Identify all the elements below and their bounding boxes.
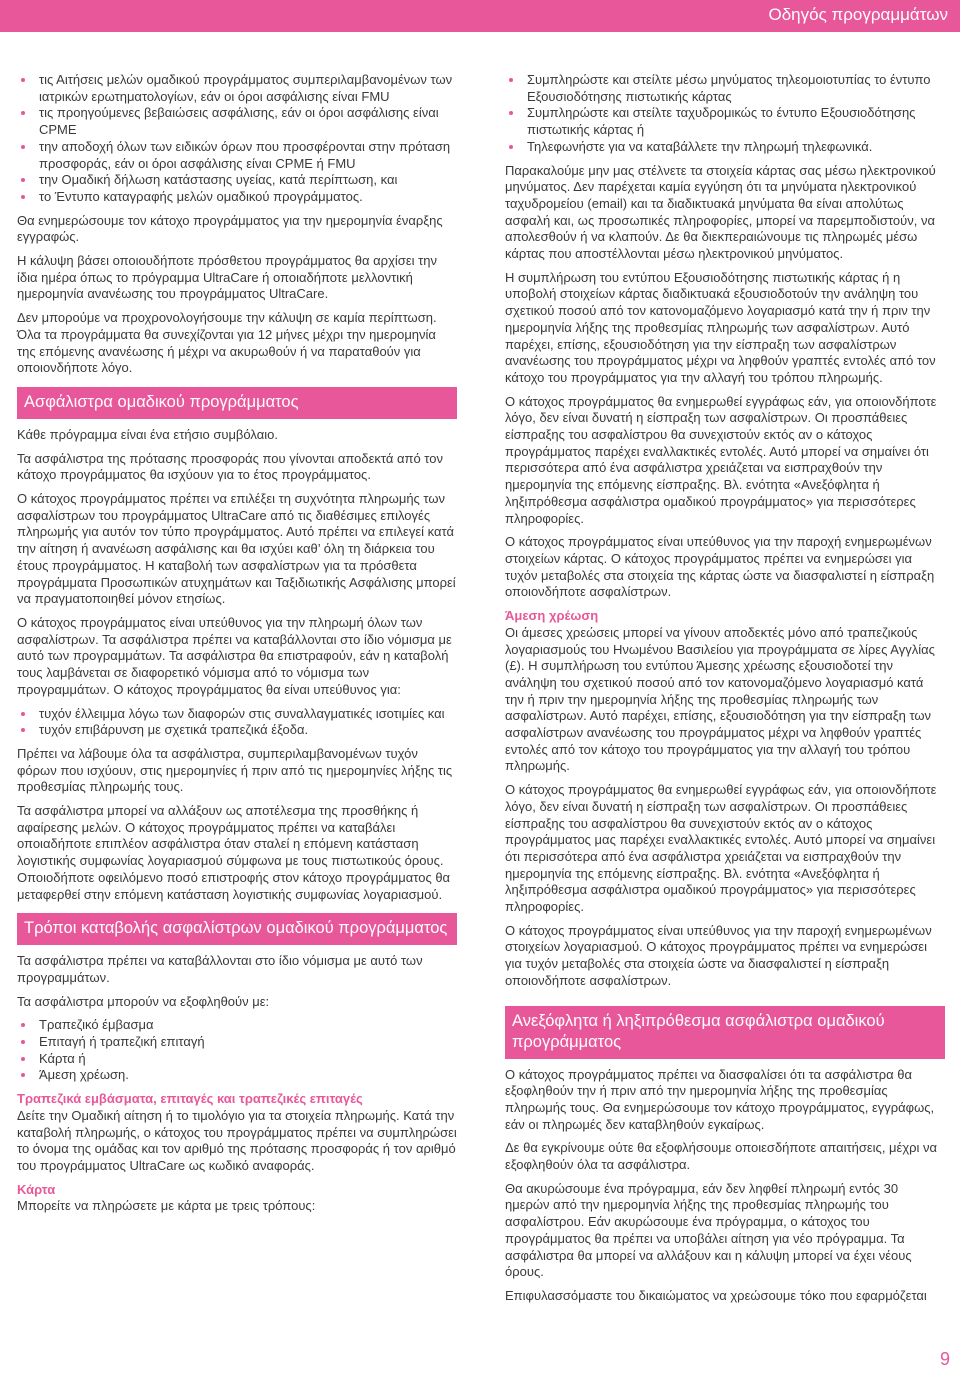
paragraph: Παρακαλούμε μην μας στέλνετε τα στοιχεία κάρτας σας μέσω ηλεκτρονικού μηνύματος. Δεν παρέχεται καμία εγγύηση ότι τα μηνύματα ηλεκτρονικού ταχυδρομείου (email) και τα διαδικτυακά μηνύματα θα είναι απολύτως ασφαλή και, ως προσωπικές πληροφορίες, μπορεί να παρεμποδιστούν, να απολεσθούν ή να κλαπούν. Δε θα διεκπεραιώνουμε τις πληρωμές μέσω κάρτας που αποστέλλονται μέσω ηλεκτρονικού μηνύματος. — [505, 162, 936, 262]
list-item: το Έντυπο καταγραφής μελών ομαδικού προγράμματος. — [17, 189, 457, 206]
list-item: Τηλεφωνήστε για να καταβάλλετε την πληρωμή τηλεφωνικά. — [505, 139, 945, 156]
section-heading-premiums: Ασφάλιστρα ομαδικού προγράμματος — [17, 387, 457, 419]
list-item: Συμπληρώστε και στείλτε μέσω μηνύματος τηλεομοιοτυπίας το έντυπο Εξουσιοδότησης πιστωτικής κάρτας — [505, 72, 945, 105]
paragraph: Μπορείτε να πληρώσετε με κάρτα με τρεις τρόπους: — [17, 1198, 316, 1214]
list-item: τυχόν επιβάρυνση με σχετικά τραπεζικά έξοδα. — [17, 722, 457, 739]
paragraph: Ο κάτοχος προγράμματος θα ενημερωθεί εγγράφως εάν, για οποιονδήποτε λόγο, δεν είναι δυνατή η είσπραξη των ασφαλίστρων. Οι προσπάθειες είσπραξης του ασφαλίστρου θα συνεχιστούν εκτός αν ο κάτοχος προγράμματος μας παρέχει εναλλακτικές εντολές. Αυτό μπορεί να σημαίνει ότι περισσότερα από ένα ασφάλιστρα χρειάζεται να εισπραχθούν την ημερομηνία της επόμενης είσπραξης. Βλ. ενότητα «Ανεξόφλητα ή ληξιπρόθεσμα ασφάλιστρα ομαδικού προγράμματος» για περισσότερες πληροφορίες. — [505, 782, 937, 915]
responsibility-bullet-list — [17, 706, 457, 739]
list-item: Άμεση χρέωση. — [17, 1067, 457, 1084]
paragraph: Τα ασφάλιστρα της πρότασης προσφοράς που γίνονται αποδεκτά από τον κάτοχο προγράμματος θα ισχύουν για το έτος προγράμματος. — [17, 450, 443, 483]
list-item: τις Αιτήσεις μελών ομαδικού προγράμματος συμπεριλαμβανομένων των ιατρικών ερωτηματολογίων, εάν οι όροι ασφάλισης είναι FMU — [17, 72, 457, 105]
page-number: 9 — [939, 1349, 950, 1369]
paragraph: Ο κάτοχος προγράμματος είναι υπεύθυνος για την παροχή ενημερωμένων στοιχείων λογαριασμού. Ο κάτοχος προγράμματος πρέπει να ενημερώσει για τυχόν μεταβολές στα στοιχεία ώστε να διασφαλιστεί η είσπραξη οποιονδήποτε ασφαλίστρων. — [505, 922, 932, 988]
paragraph: Δε θα εγκρίνουμε ούτε θα εξοφλήσουμε οποιεσδήποτε απαιτήσεις, μέχρι να εξοφληθούν όλα τα ασφάλιστρα. — [505, 1140, 938, 1173]
list-item: Κάρτα ή — [17, 1051, 457, 1068]
subheading-card: Κάρτα — [17, 1181, 56, 1197]
paragraph: Τα ασφάλιστρα μπορούν να εξοφληθούν με: — [17, 993, 270, 1009]
card-methods-list — [505, 72, 945, 156]
paragraph: Η κάλυψη βάσει οποιουδήποτε πρόσθετου προγράμματος θα αρχίσει την ίδια ημέρα όπως το πρόγραμμα UltraCare ή οποιαδήποτε μελλοντική ημερομηνία ανανέωσης του προγράμματος UltraCare. — [17, 253, 437, 302]
paragraph: Κάθε πρόγραμμα είναι ένα ετήσιο συμβόλαιο. — [17, 426, 278, 442]
list-item: τις προηγούμενες βεβαιώσεις ασφάλισης, εάν οι όροι ασφάλισης είναι CPME — [17, 105, 457, 138]
list-item: Συμπληρώστε και στείλτε ταχυδρομικώς το έντυπο Εξουσιοδότησης πιστωτικής κάρτας ή — [505, 105, 945, 138]
subheading-bank-transfers: Τραπεζικά εμβάσματα, επιταγές και τραπεζικές επιταγές — [17, 1091, 363, 1107]
paragraph: Οι άμεσες χρεώσεις μπορεί να γίνουν αποδεκτές μόνο από τραπεζικούς λογαριασμούς του Ηνωμένου Βασιλείου για προγράμματα σε λίρες Αγγλίας (£). Η συμπλήρωση του εντύπου Άμεσης χρέωσης εξουσιοδοτεί την ανάληψη του σχετικού ποσού από τον κατονομαζόμενο λογαριασμό κατά την ή πριν την ημερομηνία λήξης της προθεσμίας πληρωμής των ασφαλίστρων. Αυτό παρέχει, επίσης, εξουσιοδότηση για την είσπραξη των ασφαλίστρων ανανέωσης του προγράμματος μέχρι να ληφθούν γραπτές εντολές από τον κάτοχο του προγράμματος για την αλλαγή του τρόπου πληρωμής. — [505, 624, 935, 774]
section-heading-payment-methods: Τρόποι καταβολής ασφαλίστρων ομαδικού προγράμματος — [17, 913, 457, 945]
right-column — [505, 72, 945, 1312]
payment-method-list — [17, 1017, 457, 1084]
list-item: την Ομαδική δήλωση κατάστασης υγείας, κατά περίπτωση, και — [17, 172, 457, 189]
guide-title: Οδηγός προγραμμάτων — [768, 5, 948, 24]
paragraph: Ο κάτοχος προγράμματος θα ενημερωθεί εγγράφως εάν, για οποιονδήποτε λόγο, δεν είναι δυνατή η είσπραξη των ασφαλίστρων. Οι προσπάθειες είσπραξης του ασφαλίστρου θα συνεχιστούν εκτός αν ο κάτοχος προγράμματος παρέχει εναλλακτικές εντολές. Αυτό μπορεί να σημαίνει ότι περισσότερα από ένα ασφάλιστρα χρειάζεται να εισπραχθούν την ημερομηνία της επόμενης είσπραξης. Βλ. ενότητα «Ανεξόφλητα ή ληξιπρόθεσμα ασφάλιστρα ομαδικού προγράμματος» για περισσότερες πληροφορίες. — [505, 393, 937, 526]
paragraph: Ο κάτοχος προγράμματος είναι υπεύθυνος για την πληρωμή όλων των ασφαλίστρων. Τα ασφάλιστρα πρέπει να καταβάλλονται στο ίδιο νόμισμα με αυτό των προγραμμάτων. Τα ασφάλιστρα θα επιστραφούν, εάν η καταβολή τους λαμβάνεται σε διαφορετικό νόμισμα από το νόμισμα των προγραμμάτων. Ο κάτοχος προγράμματος θα είναι υπεύθυνος για: — [17, 614, 452, 697]
paragraph: Ο κάτοχος προγράμματος είναι υπεύθυνος για την παροχή ενημερωμένων στοιχείων κάρτας. Ο κάτοχος προγράμματος πρέπει να ενημερώσει για τυχόν μεταβολές στα στοιχεία της κάρτας ώστε να διασφαλιστεί η είσπραξη οποιονδήποτε ασφαλίστρων. — [505, 534, 935, 600]
header-bar — [0, 0, 960, 32]
paragraph: Δείτε την Ομαδική αίτηση ή το τιμολόγιο για τα στοιχεία πληρωμής. Κατά την καταβολή πληρωμής, ο κάτοχος του προγράμματος πρέπει να συμπληρώσει το όνομα της ομάδας και τον αριθμό της πρότασης προσφοράς ή τον αριθμό του προγράμματος UltraCare ως κωδικό αναφοράς. — [17, 1107, 457, 1173]
intro-bullet-list — [17, 72, 457, 206]
paragraph: Πρέπει να λάβουμε όλα τα ασφάλιστρα, συμπεριλαμβανομένων τυχόν φόρων που ισχύουν, στις ημερομηνίες ή πριν από τις ημερομηνίες λήξης τις προθεσμίας πληρωμής τους. — [17, 745, 453, 795]
list-item: Τραπεζικό έμβασμα — [17, 1017, 457, 1034]
paragraph: Θα ακυρώσουμε ένα πρόγραμμα, εάν δεν ληφθεί πληρωμή εντός 30 ημερών από την ημερομηνία λήξης της προθεσμίας πληρωμής του ασφαλίστρου. Εάν ακυρώσουμε ένα πρόγραμμα, ο κάτοχος του προγράμματος θα πρέπει να υποβάλει αίτηση για νέο πρόγραμμα. Τα ασφάλιστρα θα μπορεί να αλλάξουν και η κάλυψη μπορεί να έχει νέους όρους. — [505, 1180, 912, 1280]
left-column — [17, 72, 457, 1222]
paragraph: Δεν μπορούμε να προχρονολογήσουμε την κάλυψη σε καμία περίπτωση. — [17, 310, 437, 326]
paragraph: Ο κάτοχος προγράμματος πρέπει να επιλέξει τη συχνότητα πληρωμής των ασφαλίστρων του προγράμματος UltraCare από τις διαθέσιμες επιλογές πληρωμής για αυτόν τον τύπο προγράμματος. Αυτό πρέπει να επιλεγεί κατά την αίτηση ή ανανέωση ασφάλισης και θα ισχύει καθ’ όλη τη διάρκεια του έτους προγράμματος. Η καταβολή των ασφαλίστρων για τα πρόσθετα προγράμματα Προσωπικών ατυχημάτων και Ταξιδιωτικής Ασφάλισης μπορεί να πραγματοποιηθεί μόνον ετησίως. — [17, 491, 456, 607]
list-item: την αποδοχή όλων των ειδικών όρων που προσφέρονται στην πρόταση προσφοράς, εάν οι όροι ασφάλισης είναι CPME ή FMU — [17, 139, 457, 172]
section-heading-unpaid-premiums: Ανεξόφλητα ή ληξιπρόθεσμα ασφάλιστρα ομαδικού προγράμματος — [505, 1006, 945, 1059]
paragraph: Ο κάτοχος προγράμματος πρέπει να διασφαλίσει ότι τα ασφάλιστρα θα εξοφληθούν την ή πριν από την ημερομηνία λήξης της προθεσμίας πληρωμής τους. Θα ενημερώσουμε τον κάτοχο προγράμματος, εγγράφως, εάν οι πληρωμές δεν καταβληθούν εγκαίρως. — [505, 1066, 935, 1132]
list-item: τυχόν έλλειμμα λόγω των διαφορών στις συναλλαγματικές ισοτιμίες και — [17, 706, 457, 723]
paragraph: Επιφυλασσόμαστε του δικαιώματος να χρεώσουμε τόκο που εφαρμόζεται — [505, 1288, 927, 1303]
paragraph: Θα ενημερώσουμε τον κάτοχο προγράμματος για την ημερομηνία έναρξης εγγραφώς. — [17, 212, 443, 245]
paragraph: Τα ασφάλιστρα πρέπει να καταβάλλονται στο ίδιο νόμισμα με αυτό των προγραμμάτων. — [17, 953, 423, 985]
subheading-direct-debit: Άμεση χρέωση — [505, 608, 599, 624]
paragraph: Όλα τα προγράμματα θα συνεχίζονται για 12 μήνες μέχρι την ημερομηνία της επόμενης ανανέωσης ή μέχρι να ακυρωθούν ή να παραταθούν για οποιονδήποτε λόγο. — [17, 326, 436, 376]
list-item: Επιταγή ή τραπεζική επιταγή — [17, 1034, 457, 1051]
paragraph: Τα ασφάλιστρα μπορεί να αλλάξουν ως αποτέλεσμα της προσθήκης ή αφαίρεσης μελών. Ο κάτοχος προγράμματος πρέπει να καταβάλει οποιαδήποτε επιπλέον ασφάλιστρα όταν σταλεί η επόμενη κατάσταση λογιστικής συμφωνίας λογαριασμού σύμφωνα με τους πιστωτικούς όρους. Οποιοδήποτε οφειλόμενο ποσό επιστροφής στον κάτοχο προγράμματος θα μεταφερθεί στην επόμενη κατάσταση λογιστικής συμφωνίας λογαριασμού. — [17, 803, 451, 902]
paragraph: Η συμπλήρωση του εντύπου Εξουσιοδότησης πιστωτικής κάρτας ή η υποβολή στοιχείων κάρτας διαδικτυακά εξουσιοδοτούν την ανάληψη του σχετικού ποσού από τον κατονομαζόμενο λογαριασμό κατά την ή πριν την ημερομηνία λήξης της προθεσμίας πληρωμής των ασφαλίστρων. Αυτό παρέχει, επίσης, εξουσιοδότηση για την είσπραξη των ασφαλίστρων ανανέωσης του προγράμματος μέχρι να ληφθούν γραπτές εντολές από τον κάτοχο του προγράμματος για την αλλαγή του τρόπου πληρωμής. — [505, 269, 936, 385]
